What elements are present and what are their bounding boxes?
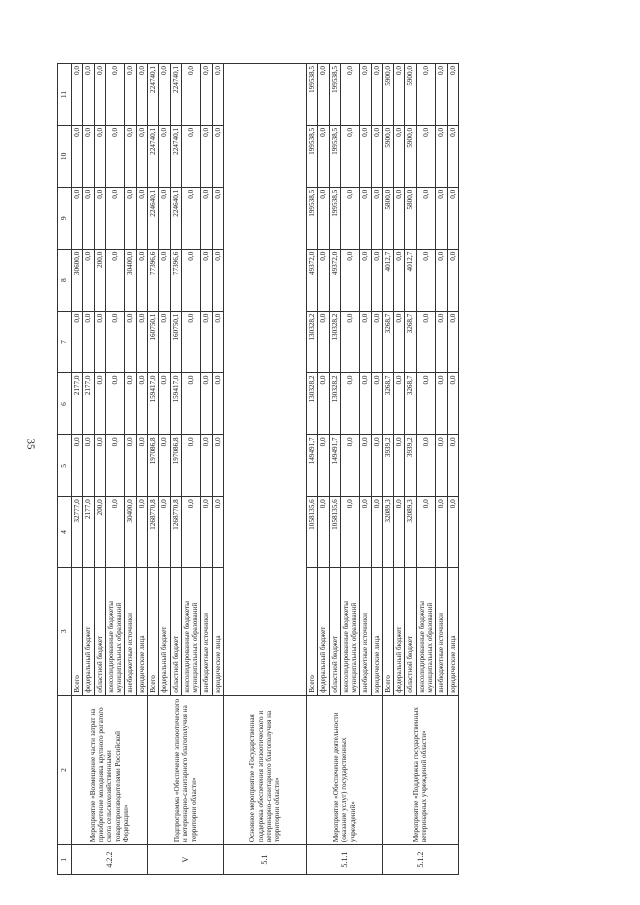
amount-cell: 0,0: [83, 249, 94, 311]
amount-cell: 200,0: [94, 249, 105, 311]
amount-cell: 0,0: [159, 497, 170, 567]
amount-cell: 0,0: [436, 497, 447, 567]
amount-cell: 5900,0: [405, 64, 416, 126]
amount-cell: 0,0: [212, 373, 223, 435]
header-row: [58, 64, 72, 875]
amount-cell: 0,0: [318, 187, 329, 249]
amount-cell: 0,0: [201, 435, 212, 497]
amount-cell: 0,0: [394, 373, 405, 435]
amount-cell: 0,0: [360, 497, 371, 567]
table-row: [306, 64, 317, 875]
amount-cell: 0,0: [105, 249, 125, 311]
amount-cell: 77396,6: [147, 249, 158, 311]
column-number: 10: [58, 125, 72, 187]
funding-source: федеральный бюджет: [83, 567, 94, 695]
amount-cell: 197086,8: [170, 435, 181, 497]
item-code: 4.2.2: [72, 845, 148, 875]
amount-cell: 0,0: [416, 373, 436, 435]
amount-cell: 0,0: [371, 249, 382, 311]
amount-cell: 0,0: [201, 125, 212, 187]
amount-cell: 224640,1: [170, 187, 181, 249]
amount-cell: 0,0: [159, 125, 170, 187]
page-number: 35: [24, 438, 37, 450]
amount-cell: 0,0: [447, 187, 458, 249]
funding-source: юридические лица: [212, 567, 223, 695]
amount-cell: 0,0: [416, 187, 436, 249]
amount-cell: 0,0: [94, 373, 105, 435]
amount-cell: 224740,1: [147, 64, 158, 126]
amount-cell: 0,0: [136, 497, 147, 567]
amount-cell: 0,0: [181, 373, 201, 435]
table-row: [382, 64, 393, 875]
amount-cell: 3939,2: [405, 435, 416, 497]
amount-cell: 0,0: [83, 64, 94, 126]
amount-cell: 0,0: [72, 125, 83, 187]
amount-cell: 0,0: [125, 435, 136, 497]
amount-cell: 0,0: [125, 311, 136, 373]
amount-cell: 0,0: [212, 311, 223, 373]
amount-cell: 0,0: [212, 64, 223, 126]
amount-cell: 0,0: [371, 497, 382, 567]
amount-cell: 0,0: [340, 249, 360, 311]
amount-cell: 199538,5: [306, 64, 317, 126]
amount-cell: 0,0: [360, 311, 371, 373]
amount-cell: 0,0: [136, 64, 147, 126]
funding-source: юридические лица: [371, 567, 382, 695]
amount-cell: 0,0: [94, 311, 105, 373]
amount-cell: 0,0: [94, 125, 105, 187]
amount-cell: 0,0: [318, 435, 329, 497]
column-number: 1: [58, 845, 72, 875]
amount-cell: 130328,2: [329, 311, 340, 373]
amount-cell: 0,0: [105, 125, 125, 187]
funding-table: [57, 63, 459, 875]
amount-cell: 0,0: [318, 497, 329, 567]
amount-cell: 224740,1: [170, 64, 181, 126]
funding-source: консолидированные бюджеты муниципальных образований: [105, 567, 125, 695]
amount-cell: 0,0: [360, 249, 371, 311]
amount-cell: 0,0: [72, 64, 83, 126]
funding-source: Всего: [147, 567, 158, 695]
amount-cell: 0,0: [416, 497, 436, 567]
amount-cell: 224740,1: [147, 125, 158, 187]
amount-cell: 149491,7: [329, 435, 340, 497]
amount-cell: 0,0: [340, 64, 360, 126]
amount-cell: 0,0: [181, 311, 201, 373]
amount-cell: 0,0: [447, 125, 458, 187]
amount-cell: 0,0: [181, 125, 201, 187]
amount-cell: 0,0: [436, 311, 447, 373]
column-number: 8: [58, 249, 72, 311]
item-code: 5.1.1: [306, 845, 382, 875]
funding-source: федеральный бюджет: [318, 567, 329, 695]
item-code: 5.1.2: [382, 845, 458, 875]
funding-source: консолидированные бюджеты муниципальных образований: [416, 567, 436, 695]
amount-cell: 0,0: [394, 497, 405, 567]
amount-cell: 160750,1: [170, 311, 181, 373]
amount-cell: 0,0: [360, 187, 371, 249]
amount-cell: 0,0: [201, 497, 212, 567]
amount-cell: 159417,0: [147, 373, 158, 435]
amount-cell: 2177,0: [83, 497, 94, 567]
funding-source: Всего: [72, 567, 83, 695]
amount-cell: 0,0: [371, 125, 382, 187]
funding-source: областной бюджет: [329, 567, 340, 695]
amount-cell: 0,0: [83, 187, 94, 249]
amount-cell: 0,0: [394, 249, 405, 311]
amount-cell: 77396,6: [170, 249, 181, 311]
funding-source: Всего: [306, 567, 317, 695]
amount-cell: 0,0: [105, 311, 125, 373]
amount-cell: 0,0: [360, 125, 371, 187]
amount-cell: 0,0: [447, 64, 458, 126]
amount-cell: 0,0: [105, 187, 125, 249]
amount-cell: 32089,3: [405, 497, 416, 567]
item-code: 5.1: [223, 845, 306, 875]
amount-cell: 224640,1: [147, 187, 158, 249]
column-number: 2: [58, 695, 72, 844]
empty-cell: [223, 64, 306, 696]
amount-cell: 0,0: [371, 64, 382, 126]
amount-cell: 0,0: [416, 125, 436, 187]
funding-source: областной бюджет: [405, 567, 416, 695]
amount-cell: 200,0: [94, 497, 105, 567]
funding-source: юридические лица: [447, 567, 458, 695]
column-number: 11: [58, 64, 72, 126]
column-number: 5: [58, 435, 72, 497]
amount-cell: 1058135,6: [306, 497, 317, 567]
amount-cell: 0,0: [394, 311, 405, 373]
amount-cell: 224740,1: [170, 125, 181, 187]
column-number: 9: [58, 187, 72, 249]
amount-cell: 0,0: [136, 125, 147, 187]
amount-cell: 0,0: [181, 187, 201, 249]
amount-cell: 2177,0: [72, 373, 83, 435]
amount-cell: 0,0: [436, 64, 447, 126]
amount-cell: 199538,5: [306, 187, 317, 249]
amount-cell: 0,0: [94, 435, 105, 497]
amount-cell: 0,0: [447, 435, 458, 497]
amount-cell: 0,0: [318, 64, 329, 126]
amount-cell: 0,0: [447, 311, 458, 373]
amount-cell: 0,0: [201, 187, 212, 249]
funding-source: федеральный бюджет: [159, 567, 170, 695]
amount-cell: 0,0: [360, 435, 371, 497]
amount-cell: 3268,7: [405, 311, 416, 373]
amount-cell: 0,0: [105, 435, 125, 497]
column-number: 7: [58, 311, 72, 373]
amount-cell: 49372,0: [306, 249, 317, 311]
amount-cell: 199538,5: [329, 125, 340, 187]
amount-cell: 0,0: [447, 249, 458, 311]
amount-cell: 199538,5: [306, 125, 317, 187]
amount-cell: 0,0: [159, 187, 170, 249]
amount-cell: 0,0: [447, 497, 458, 567]
amount-cell: 3268,7: [382, 311, 393, 373]
funding-source: областной бюджет: [94, 567, 105, 695]
amount-cell: 0,0: [416, 249, 436, 311]
amount-cell: 0,0: [360, 373, 371, 435]
amount-cell: 130328,2: [306, 311, 317, 373]
amount-cell: 0,0: [436, 249, 447, 311]
column-number: 3: [58, 567, 72, 695]
item-name: Основное мероприятие «Государственная поддержка обеспечения эпизоотического и ветеринарно-санитарного благополучия на территории области»: [223, 695, 306, 844]
table-row: [72, 64, 83, 875]
amount-cell: 3268,7: [405, 373, 416, 435]
amount-cell: 0,0: [394, 64, 405, 126]
amount-cell: 0,0: [318, 311, 329, 373]
amount-cell: 5800,0: [405, 187, 416, 249]
amount-cell: 0,0: [159, 311, 170, 373]
amount-cell: 0,0: [105, 497, 125, 567]
amount-cell: 0,0: [125, 187, 136, 249]
amount-cell: 4012,7: [405, 249, 416, 311]
amount-cell: 0,0: [436, 125, 447, 187]
amount-cell: 0,0: [212, 435, 223, 497]
amount-cell: 0,0: [159, 435, 170, 497]
funding-source: внебюджетные источники: [201, 567, 212, 695]
amount-cell: 30600,0: [72, 249, 83, 311]
amount-cell: 32777,0: [72, 497, 83, 567]
amount-cell: 1268770,8: [147, 497, 158, 567]
amount-cell: 0,0: [340, 125, 360, 187]
amount-cell: 199538,5: [329, 64, 340, 126]
amount-cell: 0,0: [436, 435, 447, 497]
amount-cell: 0,0: [394, 435, 405, 497]
amount-cell: 5900,0: [405, 125, 416, 187]
amount-cell: 4012,7: [382, 249, 393, 311]
amount-cell: 0,0: [447, 373, 458, 435]
amount-cell: 160750,1: [147, 311, 158, 373]
amount-cell: 0,0: [83, 125, 94, 187]
amount-cell: 0,0: [94, 64, 105, 126]
amount-cell: 199538,5: [329, 187, 340, 249]
amount-cell: 0,0: [159, 373, 170, 435]
amount-cell: 0,0: [436, 373, 447, 435]
amount-cell: 0,0: [340, 187, 360, 249]
item-name: Подпрограмма «Обеспечение эпизоотического и ветеринарно-санитарного благополучия на территории области»: [147, 695, 223, 844]
amount-cell: 0,0: [136, 435, 147, 497]
amount-cell: 0,0: [416, 435, 436, 497]
amount-cell: 0,0: [83, 435, 94, 497]
amount-cell: 0,0: [212, 187, 223, 249]
amount-cell: 0,0: [416, 64, 436, 126]
amount-cell: 3939,2: [382, 435, 393, 497]
table-row: [147, 64, 158, 875]
amount-cell: 30400,0: [125, 249, 136, 311]
column-number: 4: [58, 497, 72, 567]
amount-cell: 0,0: [318, 125, 329, 187]
amount-cell: 0,0: [72, 311, 83, 373]
amount-cell: 0,0: [72, 435, 83, 497]
amount-cell: 1058135,6: [329, 497, 340, 567]
amount-cell: 197086,8: [147, 435, 158, 497]
item-name: Мероприятие «Возмещение части затрат на приобретение молодняка крупного рогатого скота сельскохозяйственными товаропроизводителями Российской Федерации»: [72, 695, 148, 844]
amount-cell: 0,0: [360, 64, 371, 126]
amount-cell: 0,0: [436, 187, 447, 249]
amount-cell: 0,0: [394, 187, 405, 249]
funding-source: областной бюджет: [170, 567, 181, 695]
funding-source: федеральный бюджет: [394, 567, 405, 695]
amount-cell: 130328,2: [329, 373, 340, 435]
amount-cell: 5900,0: [382, 125, 393, 187]
amount-cell: 0,0: [371, 373, 382, 435]
amount-cell: 0,0: [201, 64, 212, 126]
amount-cell: 0,0: [416, 311, 436, 373]
amount-cell: 0,0: [340, 435, 360, 497]
amount-cell: 30400,0: [125, 497, 136, 567]
amount-cell: 0,0: [105, 64, 125, 126]
amount-cell: 1268770,8: [170, 497, 181, 567]
amount-cell: 0,0: [125, 125, 136, 187]
amount-cell: 0,0: [201, 311, 212, 373]
funding-source: консолидированные бюджеты муниципальных образований: [181, 567, 201, 695]
amount-cell: 0,0: [371, 187, 382, 249]
amount-cell: 0,0: [201, 249, 212, 311]
amount-cell: 5900,0: [382, 64, 393, 126]
amount-cell: 0,0: [212, 497, 223, 567]
amount-cell: 0,0: [105, 373, 125, 435]
column-number: 6: [58, 373, 72, 435]
amount-cell: 0,0: [136, 373, 147, 435]
amount-cell: 0,0: [212, 125, 223, 187]
amount-cell: 0,0: [136, 311, 147, 373]
item-name: Мероприятие «Поддержка государственных ветеринарных учреждений области»: [382, 695, 458, 844]
amount-cell: 0,0: [94, 187, 105, 249]
amount-cell: 0,0: [318, 373, 329, 435]
amount-cell: 0,0: [340, 373, 360, 435]
amount-cell: 130328,2: [306, 373, 317, 435]
amount-cell: 159417,0: [170, 373, 181, 435]
table-row: [223, 64, 306, 875]
amount-cell: 0,0: [212, 249, 223, 311]
funding-source: Всего: [382, 567, 393, 695]
amount-cell: 0,0: [181, 64, 201, 126]
item-name: Мероприятие «Обеспечение деятельности (оказание услуг) государственных учреждений»: [306, 695, 382, 844]
amount-cell: 0,0: [181, 497, 201, 567]
amount-cell: 3268,7: [382, 373, 393, 435]
item-code: V: [147, 845, 223, 875]
funding-source: внебюджетные источники: [436, 567, 447, 695]
amount-cell: 0,0: [136, 187, 147, 249]
amount-cell: 0,0: [201, 373, 212, 435]
amount-cell: 149491,7: [306, 435, 317, 497]
funding-source: консолидированные бюджеты муниципальных образований: [340, 567, 360, 695]
amount-cell: 0,0: [125, 373, 136, 435]
amount-cell: 0,0: [340, 311, 360, 373]
amount-cell: 0,0: [371, 311, 382, 373]
amount-cell: 0,0: [181, 435, 201, 497]
amount-cell: 0,0: [340, 497, 360, 567]
amount-cell: 0,0: [371, 435, 382, 497]
amount-cell: 0,0: [83, 311, 94, 373]
funding-source: внебюджетные источники: [360, 567, 371, 695]
amount-cell: 0,0: [136, 249, 147, 311]
funding-source: внебюджетные источники: [125, 567, 136, 695]
amount-cell: 0,0: [72, 187, 83, 249]
amount-cell: 5800,0: [382, 187, 393, 249]
amount-cell: 0,0: [394, 125, 405, 187]
amount-cell: 2177,0: [83, 373, 94, 435]
amount-cell: 0,0: [181, 249, 201, 311]
amount-cell: 0,0: [159, 249, 170, 311]
amount-cell: 0,0: [159, 64, 170, 126]
amount-cell: 32089,3: [382, 497, 393, 567]
funding-source: юридические лица: [136, 567, 147, 695]
amount-cell: 0,0: [318, 249, 329, 311]
amount-cell: 0,0: [125, 64, 136, 126]
amount-cell: 49372,0: [329, 249, 340, 311]
